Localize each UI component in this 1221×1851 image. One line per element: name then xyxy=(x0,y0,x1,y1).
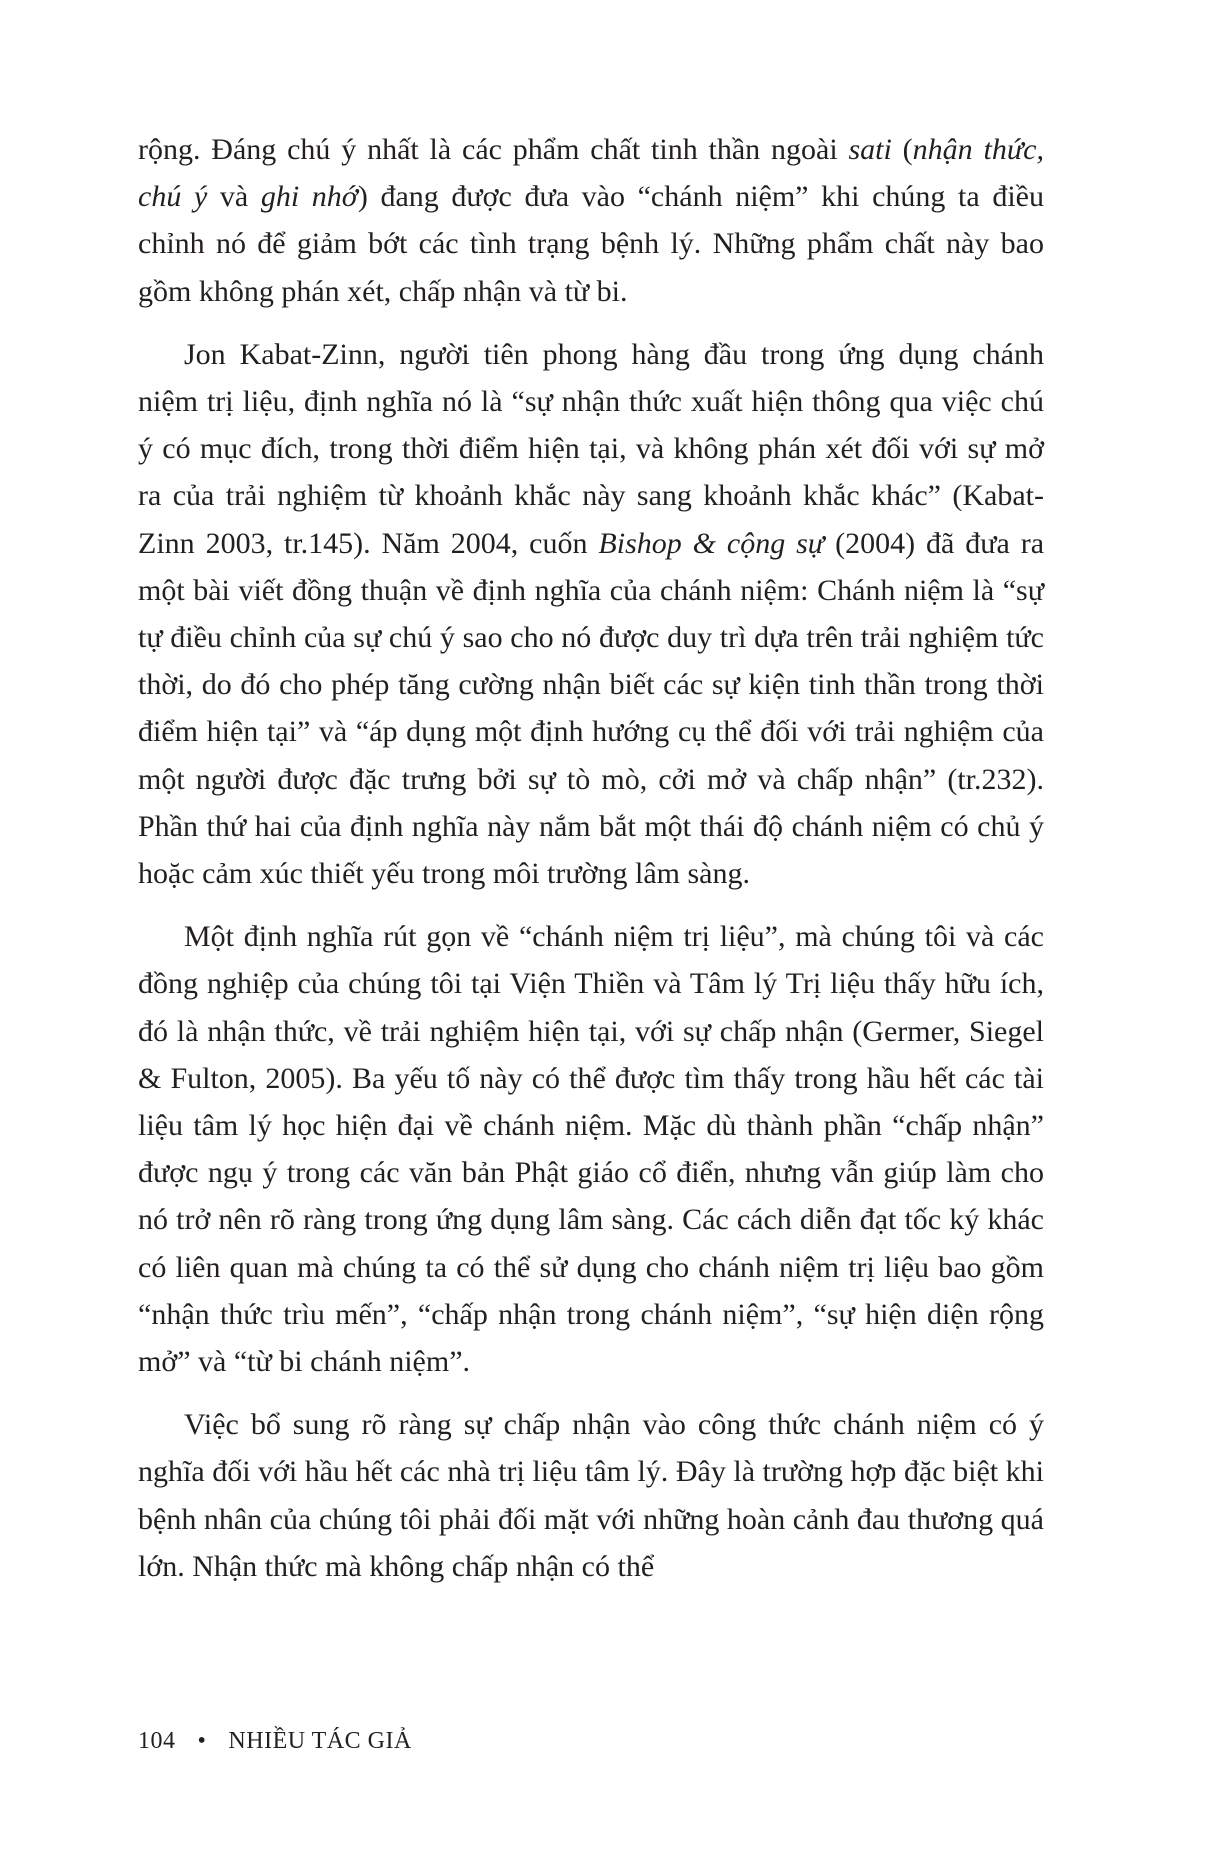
paragraph-1 xyxy=(138,126,1044,315)
p1-term-sati: sati xyxy=(848,133,892,166)
paragraph-3 xyxy=(138,913,1044,1385)
p3-seg-1: Một định nghĩa rút gọn về “chánh niệm trị liệu”, mà chúng tôi và các đồng nghiệp của chúng tôi tại Viện Thiền và Tâm lý Trị liệu thấy hữu ích, đó là nhận thức, về trải nghiệm hiện tại, với sự chấp nhận (Germer, Siegel & Fulton, 2005). Ba yếu tố này có thể được tìm thấy trong hầu hết các tài liệu tâm lý học hiện đại về chánh niệm. Mặc dù thành phần “chấp nhận” được ngụ ý trong các văn bản Phật giáo cổ điển, nhưng vẫn giúp làm cho nó trở nên rõ ràng trong ứng dụng lâm sàng. Các cách diễn đạt tốc ký khác có liên quan mà chúng ta có thể sử dụng cho chánh niệm trị liệu bao gồm “nhận thức trìu mến”, “chấp nhận trong chánh niệm”, “sự hiện diện rộng mở” và “từ bi chánh niệm”. xyxy=(138,920,1044,1379)
p2-citation-bishop: Bishop & cộng sự xyxy=(598,526,825,560)
p4-seg-1: Việc bổ sung rõ ràng sự chấp nhận vào công thức chánh niệm có ý nghĩa đối với hầu hết các nhà trị liệu tâm lý. Đây là trường hợp đặc biệt khi bệnh nhân của chúng tôi phải đối mặt với những hoàn cảnh đau thương quá lớn. Nhận thức mà không chấp nhận có thể xyxy=(138,1408,1044,1583)
page-number: 104 xyxy=(138,1728,176,1754)
p2-seg-3: (2004) đã đưa ra một bài viết đồng thuận về định nghĩa của chánh niệm: Chánh niệm là “sự tự điều chỉnh của sự chú ý sao cho nó được duy trì dựa trên trải nghiệm tức thời, do đó cho phép tăng cường nhận biết các sự kiện tinh thần trong thời điểm hiện tại” và “áp dụng một định hướng cụ thể đối với trải nghiệm của một người được đặc trưng bởi sự tò mò, cởi mở và chấp nhận” (tr.232). Phần thứ hai của định nghĩa này nắm bắt một thái độ chánh niệm có chủ ý hoặc cảm xúc thiết yếu trong môi trường lâm sàng. xyxy=(138,526,1045,891)
p1-term-ghi-nho: ghi nhớ xyxy=(260,180,358,214)
p2-seg-1: Jon Kabat-Zinn, người tiên phong hàng đầu trong ứng dụng chánh niệm trị liệu, định nghĩa nó là “sự nhận thức xuất hiện thông qua việc chú ý có mục đích, trong thời điểm hiện tại, và không phán xét đối với sự mở ra của trải nghiệm từ khoảnh khắc này sang khoảnh khắc khác” (Kabat-Zinn 2003, tr.145). Năm 2004, cuốn xyxy=(138,337,1044,560)
p1-seg-5: và xyxy=(207,180,261,214)
footer-separator: • xyxy=(197,1728,207,1754)
paragraph-2 xyxy=(138,331,1044,897)
p1-seg-1: rộng. Đáng chú ý nhất là các phẩm chất tinh thần ngoài xyxy=(138,133,849,166)
running-title: NHIỀU TÁC GIẢ xyxy=(228,1728,412,1754)
p1-term-nhan-thuc-chu-y: nhận thức, chú ý xyxy=(138,133,1044,214)
body-text xyxy=(138,126,1044,1606)
paragraph-4 xyxy=(138,1401,1044,1590)
p1-seg-7: ) đang được đưa vào “chánh niệm” khi chúng ta điều chỉnh nó để giảm bớt các tình trạng bệnh lý. Những phẩm chất này bao gồm không phán xét, chấp nhận và từ bi. xyxy=(138,180,1044,308)
p1-seg-3: ( xyxy=(891,133,913,166)
page-footer xyxy=(138,1726,412,1756)
